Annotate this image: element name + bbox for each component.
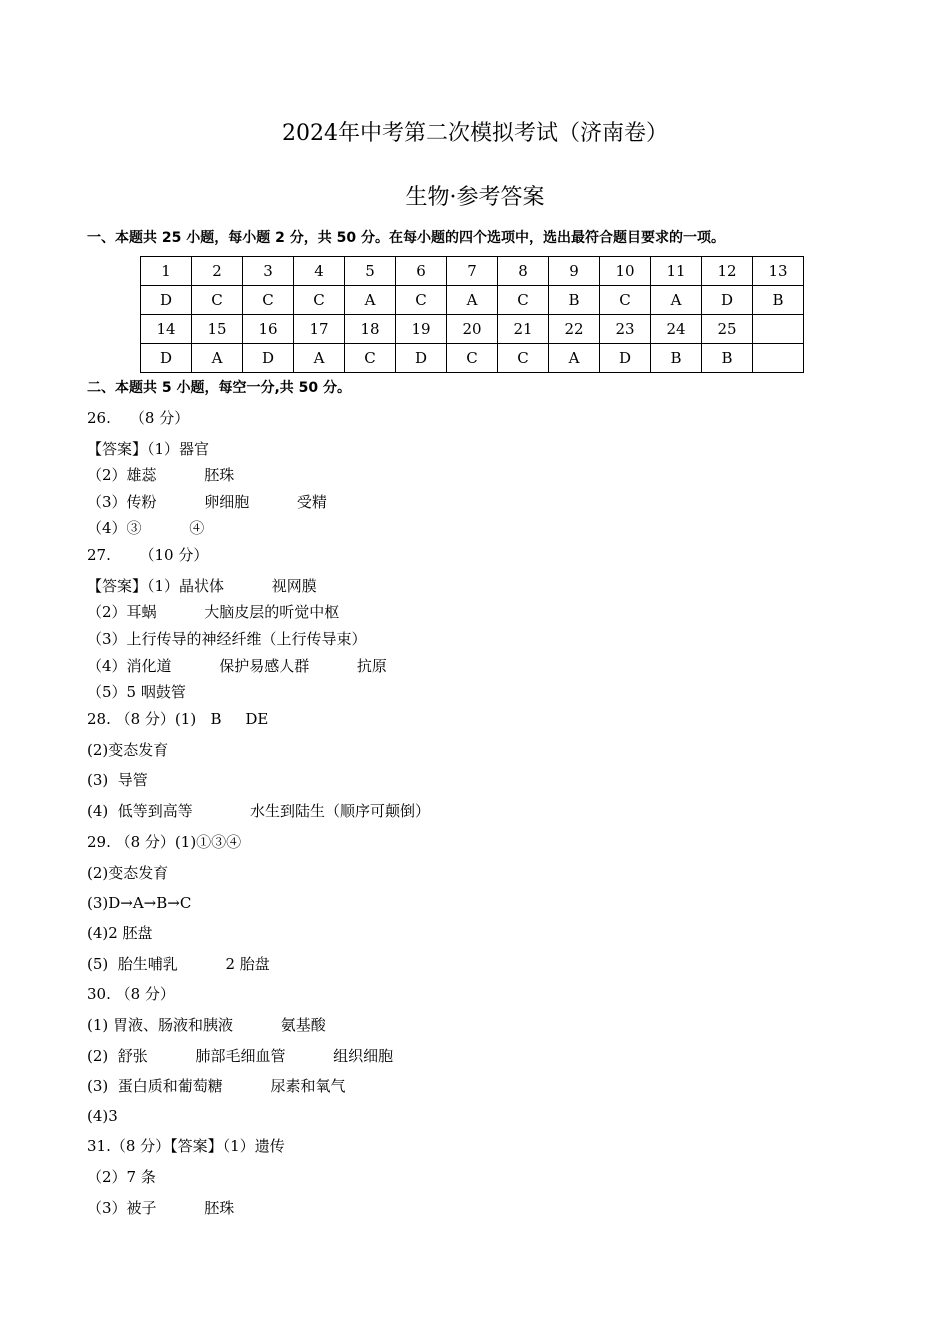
table-cell [753, 315, 804, 344]
answer-line: （3）传粉 卵细胞 受精 [87, 493, 327, 511]
answer-line: （2）7 条 [87, 1168, 156, 1186]
table-cell: 2 [192, 257, 243, 286]
section-2-heading: 二、本题共 5 小题，每空一分,共 50 分。 [87, 380, 352, 396]
answer-line: 26. （8 分） [87, 409, 190, 427]
table-cell: A [651, 286, 702, 315]
answer-line: （3）上行传导的神经纤维（上行传导束） [87, 630, 367, 648]
table-cell: 10 [600, 257, 651, 286]
answer-line: 29. （8 分）(1)①③④ [87, 833, 242, 851]
table-cell: A [549, 344, 600, 373]
table-cell: C [294, 286, 345, 315]
table-cell: D [702, 286, 753, 315]
table-cell: D [141, 286, 192, 315]
table-row-numbers-1 [141, 257, 804, 286]
table-row-answers-2 [141, 344, 804, 373]
answer-line: 30. （8 分） [87, 985, 175, 1003]
table-cell: 12 [702, 257, 753, 286]
answer-line: (3)D→A→B→C [87, 894, 192, 912]
table-cell: B [702, 344, 753, 373]
answer-line: (2) 舒张 肺部毛细血管 组织细胞 [87, 1047, 394, 1065]
table-cell: 23 [600, 315, 651, 344]
table-cell: C [192, 286, 243, 315]
answer-line: (4)3 [87, 1107, 118, 1125]
table-cell: 14 [141, 315, 192, 344]
table-cell: 18 [345, 315, 396, 344]
table-cell: C [498, 286, 549, 315]
table-cell: 9 [549, 257, 600, 286]
answer-line: (3) 导管 [87, 771, 148, 789]
table-cell: D [600, 344, 651, 373]
table-cell: 6 [396, 257, 447, 286]
table-cell: 16 [243, 315, 294, 344]
table-cell [753, 344, 804, 373]
table-cell: 8 [498, 257, 549, 286]
table-cell: C [345, 344, 396, 373]
table-cell: 25 [702, 315, 753, 344]
answer-line: （2）雄蕊 胚珠 [87, 466, 235, 484]
table-cell: D [141, 344, 192, 373]
answer-line: (2)变态发育 [87, 741, 169, 759]
page-title: 2024年中考第二次模拟考试（济南卷） [282, 121, 668, 146]
table-cell: 5 [345, 257, 396, 286]
answer-line: （4）③ ④ [87, 519, 205, 537]
table-cell: A [447, 286, 498, 315]
answer-line: (1) 胃液、肠液和胰液 氨基酸 [87, 1016, 326, 1034]
table-cell: 22 [549, 315, 600, 344]
answer-line: 【答案】（1）晶状体 视网膜 [87, 577, 317, 595]
answer-table [140, 256, 804, 373]
table-cell: 20 [447, 315, 498, 344]
table-cell: C [447, 344, 498, 373]
table-cell: A [192, 344, 243, 373]
page-subtitle: 生物·参考答案 [405, 185, 545, 210]
table-cell: 11 [651, 257, 702, 286]
table-row-numbers-2 [141, 315, 804, 344]
answer-line: (2)变态发育 [87, 864, 169, 882]
answer-line: 27. （10 分） [87, 546, 209, 564]
answer-line: (4) 低等到高等 水生到陆生（顺序可颠倒） [87, 802, 431, 820]
answer-line: （3）被子 胚珠 [87, 1199, 235, 1217]
table-cell: 17 [294, 315, 345, 344]
answer-line: (4)2 胚盘 [87, 924, 153, 942]
table-cell: C [243, 286, 294, 315]
table-cell: 13 [753, 257, 804, 286]
table-cell: 7 [447, 257, 498, 286]
answer-line: 【答案】（1）器官 [87, 440, 210, 458]
table-cell: D [243, 344, 294, 373]
table-cell: B [549, 286, 600, 315]
table-cell: 3 [243, 257, 294, 286]
table-cell: B [753, 286, 804, 315]
table-row-answers-1 [141, 286, 804, 315]
answer-line: (5) 胎生哺乳 2 胎盘 [87, 955, 270, 973]
table-cell: D [396, 344, 447, 373]
answer-line: （4）消化道 保护易感人群 抗原 [87, 657, 387, 675]
table-cell: 15 [192, 315, 243, 344]
table-cell: 1 [141, 257, 192, 286]
answer-line: (3) 蛋白质和葡萄糖 尿素和氧气 [87, 1077, 346, 1095]
table-cell: A [345, 286, 396, 315]
answer-line: 28. （8 分）(1) B DE [87, 710, 269, 728]
table-cell: B [651, 344, 702, 373]
table-cell: 21 [498, 315, 549, 344]
answer-line: （2）耳蜗 大脑皮层的听觉中枢 [87, 603, 340, 621]
table-cell: C [396, 286, 447, 315]
answer-line: （5）5 咽鼓管 [87, 683, 186, 701]
table-cell: C [600, 286, 651, 315]
table-cell: A [294, 344, 345, 373]
answer-line: 31.（8 分）【答案】（1）遗传 [87, 1137, 285, 1155]
section-1-heading: 一、本题共 25 小题，每小题 2 分，共 50 分。在每小题的四个选项中，选出最符合题目要求的一项。 [87, 230, 725, 246]
table-cell: 24 [651, 315, 702, 344]
table-cell: 19 [396, 315, 447, 344]
table-cell: C [498, 344, 549, 373]
table-cell: 4 [294, 257, 345, 286]
